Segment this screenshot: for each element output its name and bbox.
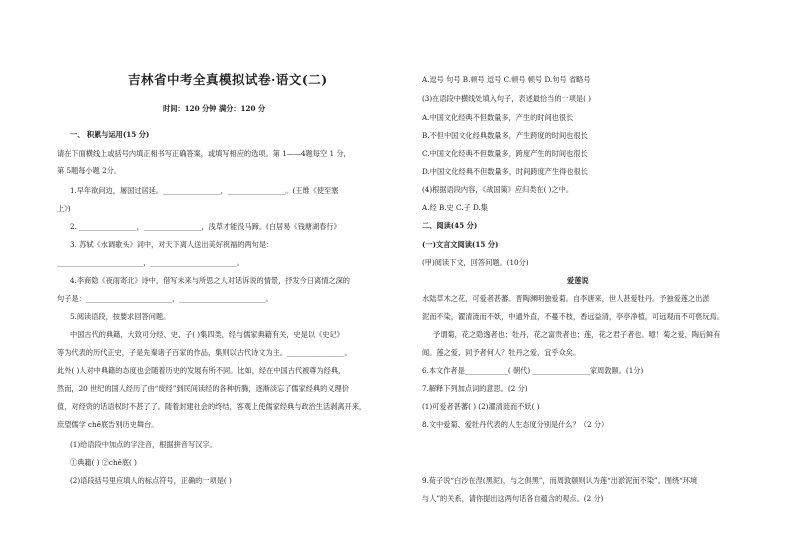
question-9-line-2: 与人”的关系，请你提出这两句话各自蕴含的观点。(2 分) bbox=[422, 494, 604, 503]
punctuation-options: A.逗号 句号 B.顿号 逗号 C.顿号 顿号 D.句号 省略号 bbox=[422, 75, 591, 84]
question-3-line-2: ________________________，________________________。 bbox=[57, 258, 244, 267]
passage-line-6: 庶望儒学 chě底告别历史舞台。 bbox=[57, 420, 159, 429]
essay-line-3: 予谓菊，花之隐逸者也；牡丹，花之富贵者也；莲，花之君子者也。噫！菊之爱，陶后鲜有 bbox=[433, 330, 721, 339]
question-7-items: (1)可爱者甚蕃( ) (2)濯清涟而不妖( ) bbox=[422, 402, 540, 411]
passage-line-4: 然而，20 世纪的国人经历了由“废经”到民间读经的各种折腾，逐渐淡忘了儒家经典的义理价 bbox=[57, 384, 349, 393]
sub-question-4: (4)根据语段内容，《战国策》应归类在( )之中。 bbox=[422, 185, 574, 194]
essay-line-4: 闻。莲之爱，同予者何人？牡丹之爱，宜乎众矣。 bbox=[422, 348, 581, 357]
sub-question-3: (3)在语段中横线处填入句子，表述最恰当的一项是( ) bbox=[422, 94, 592, 103]
passage-line-5: 值，对经资的话语权时不甚了了。随着封建社会的终结，客观上使儒家经典与政治生活剥离开来， bbox=[57, 402, 367, 411]
question-3-line-1: 3. 苏轼《水调歌头》词中，对天下离人送出美好祝福的两句是： bbox=[70, 240, 274, 249]
instructions-line-2: 第 5题每小题 2分。 bbox=[57, 166, 122, 175]
sub-question-1: (1)给语段中加点的字注音，根据拼音写汉字。 bbox=[70, 440, 217, 449]
option-3a: A.中国文化经典不但数量多，产生的时间也很长 bbox=[422, 113, 574, 122]
classical-reading-instructions: (甲)阅读下文，回答问题。(10分) bbox=[422, 258, 529, 267]
essay-line-1: 水陆草木之花，可爱者甚蕃。晋陶渊明独爱菊。自李唐来，世人甚爱牡丹。予独爱莲之出淤 bbox=[422, 294, 710, 303]
instructions-line-1: 请在下面横线上或括号内填正相书写正确答案，或填写相应的选项。第 1——4题每空 1 分， bbox=[57, 149, 351, 158]
passage-line-1: 中国古代的典籍，大致可分经、史、子( )集四类，经与儒家典籍有关，史是以《史记》 bbox=[70, 330, 344, 339]
question-1-line-1: 1.早年欲问边，屠国过居延。________________，________________。(王维《使至塞 bbox=[70, 186, 339, 195]
question-4-line-1: 4.李商隐《夜雨寄北》诗中，借写未来与所思之人对话诉说的情景，抒发今日离情之深的 bbox=[70, 276, 350, 285]
exam-meta: 时间：120 分钟 满分：120 分 bbox=[163, 104, 266, 113]
option-3c: C.中国文化经典不但数量多，跨度产生的时间也很长 bbox=[422, 149, 588, 158]
question-8: 8.文中爱菊、爱牡丹代表的人生态度分别是什么？（2 分） bbox=[422, 420, 609, 429]
question-9-line-1: 9.荀子说“白沙在涅(黑泥)，与之俱黑”，而周敦颐则认为莲“出淤泥而不染”。围绕“环境 bbox=[422, 476, 698, 485]
sub-question-2: (2)语段括号里应填人的标点符号，正确的一项是( ) bbox=[70, 476, 232, 485]
exam-title: 吉林省中考全真模拟试卷·语文(二) bbox=[128, 72, 328, 87]
question-2: 2. ________________，________________，浅草才能没马蹄。(白居易《钱塘湖春行》 bbox=[70, 222, 341, 231]
passage-line-2: 等为代表的历代正史，子是先秦诸子百家的作品，集则以古代诗文为主。________________。 bbox=[57, 348, 352, 357]
sub-question-1-options: ①典籍( ) ②chě底( ) bbox=[70, 458, 137, 467]
question-7: 7.解释下列加点词的意思。(2 分) bbox=[422, 384, 528, 393]
question-1-line-2: 上》) bbox=[57, 204, 71, 213]
question-6: 6.本文作者是____________( 朝代) ________________家周敦颐。(1分) bbox=[422, 366, 644, 375]
option-3b: B.不但中国文化经典数量多，产生跨度的时间也很长 bbox=[422, 131, 588, 140]
question-5: 5.阅读语段，按要求回答问题。 bbox=[70, 312, 171, 321]
section-2-heading: 二、阅读(45 分) bbox=[422, 221, 478, 230]
question-4-line-2: 句子是：________________________，________________________。 bbox=[57, 294, 273, 303]
essay-title: 爱莲说 bbox=[567, 276, 589, 285]
essay-line-2: 泥而不染，濯清涟而不妖，中通外直，不蔓不枝，香远益清，亭亭净植，可远观而不可亵玩焉。 bbox=[422, 312, 724, 321]
option-3d: D.中国文化经典不但数量多，时间跨度产生得也很长 bbox=[422, 167, 588, 176]
section-1-heading: 一、 积累与运用(15 分) bbox=[70, 130, 150, 139]
sub-question-4-options: A.经 B.史 C.子 D.集 bbox=[422, 203, 488, 212]
passage-line-3: 此外( )人对中典籍的态度也会随着历史的发展有所不同。比如，经在中国古代被尊为经典， bbox=[57, 366, 346, 375]
classical-reading-heading: (一)文言文阅读(15 分) bbox=[422, 240, 499, 249]
